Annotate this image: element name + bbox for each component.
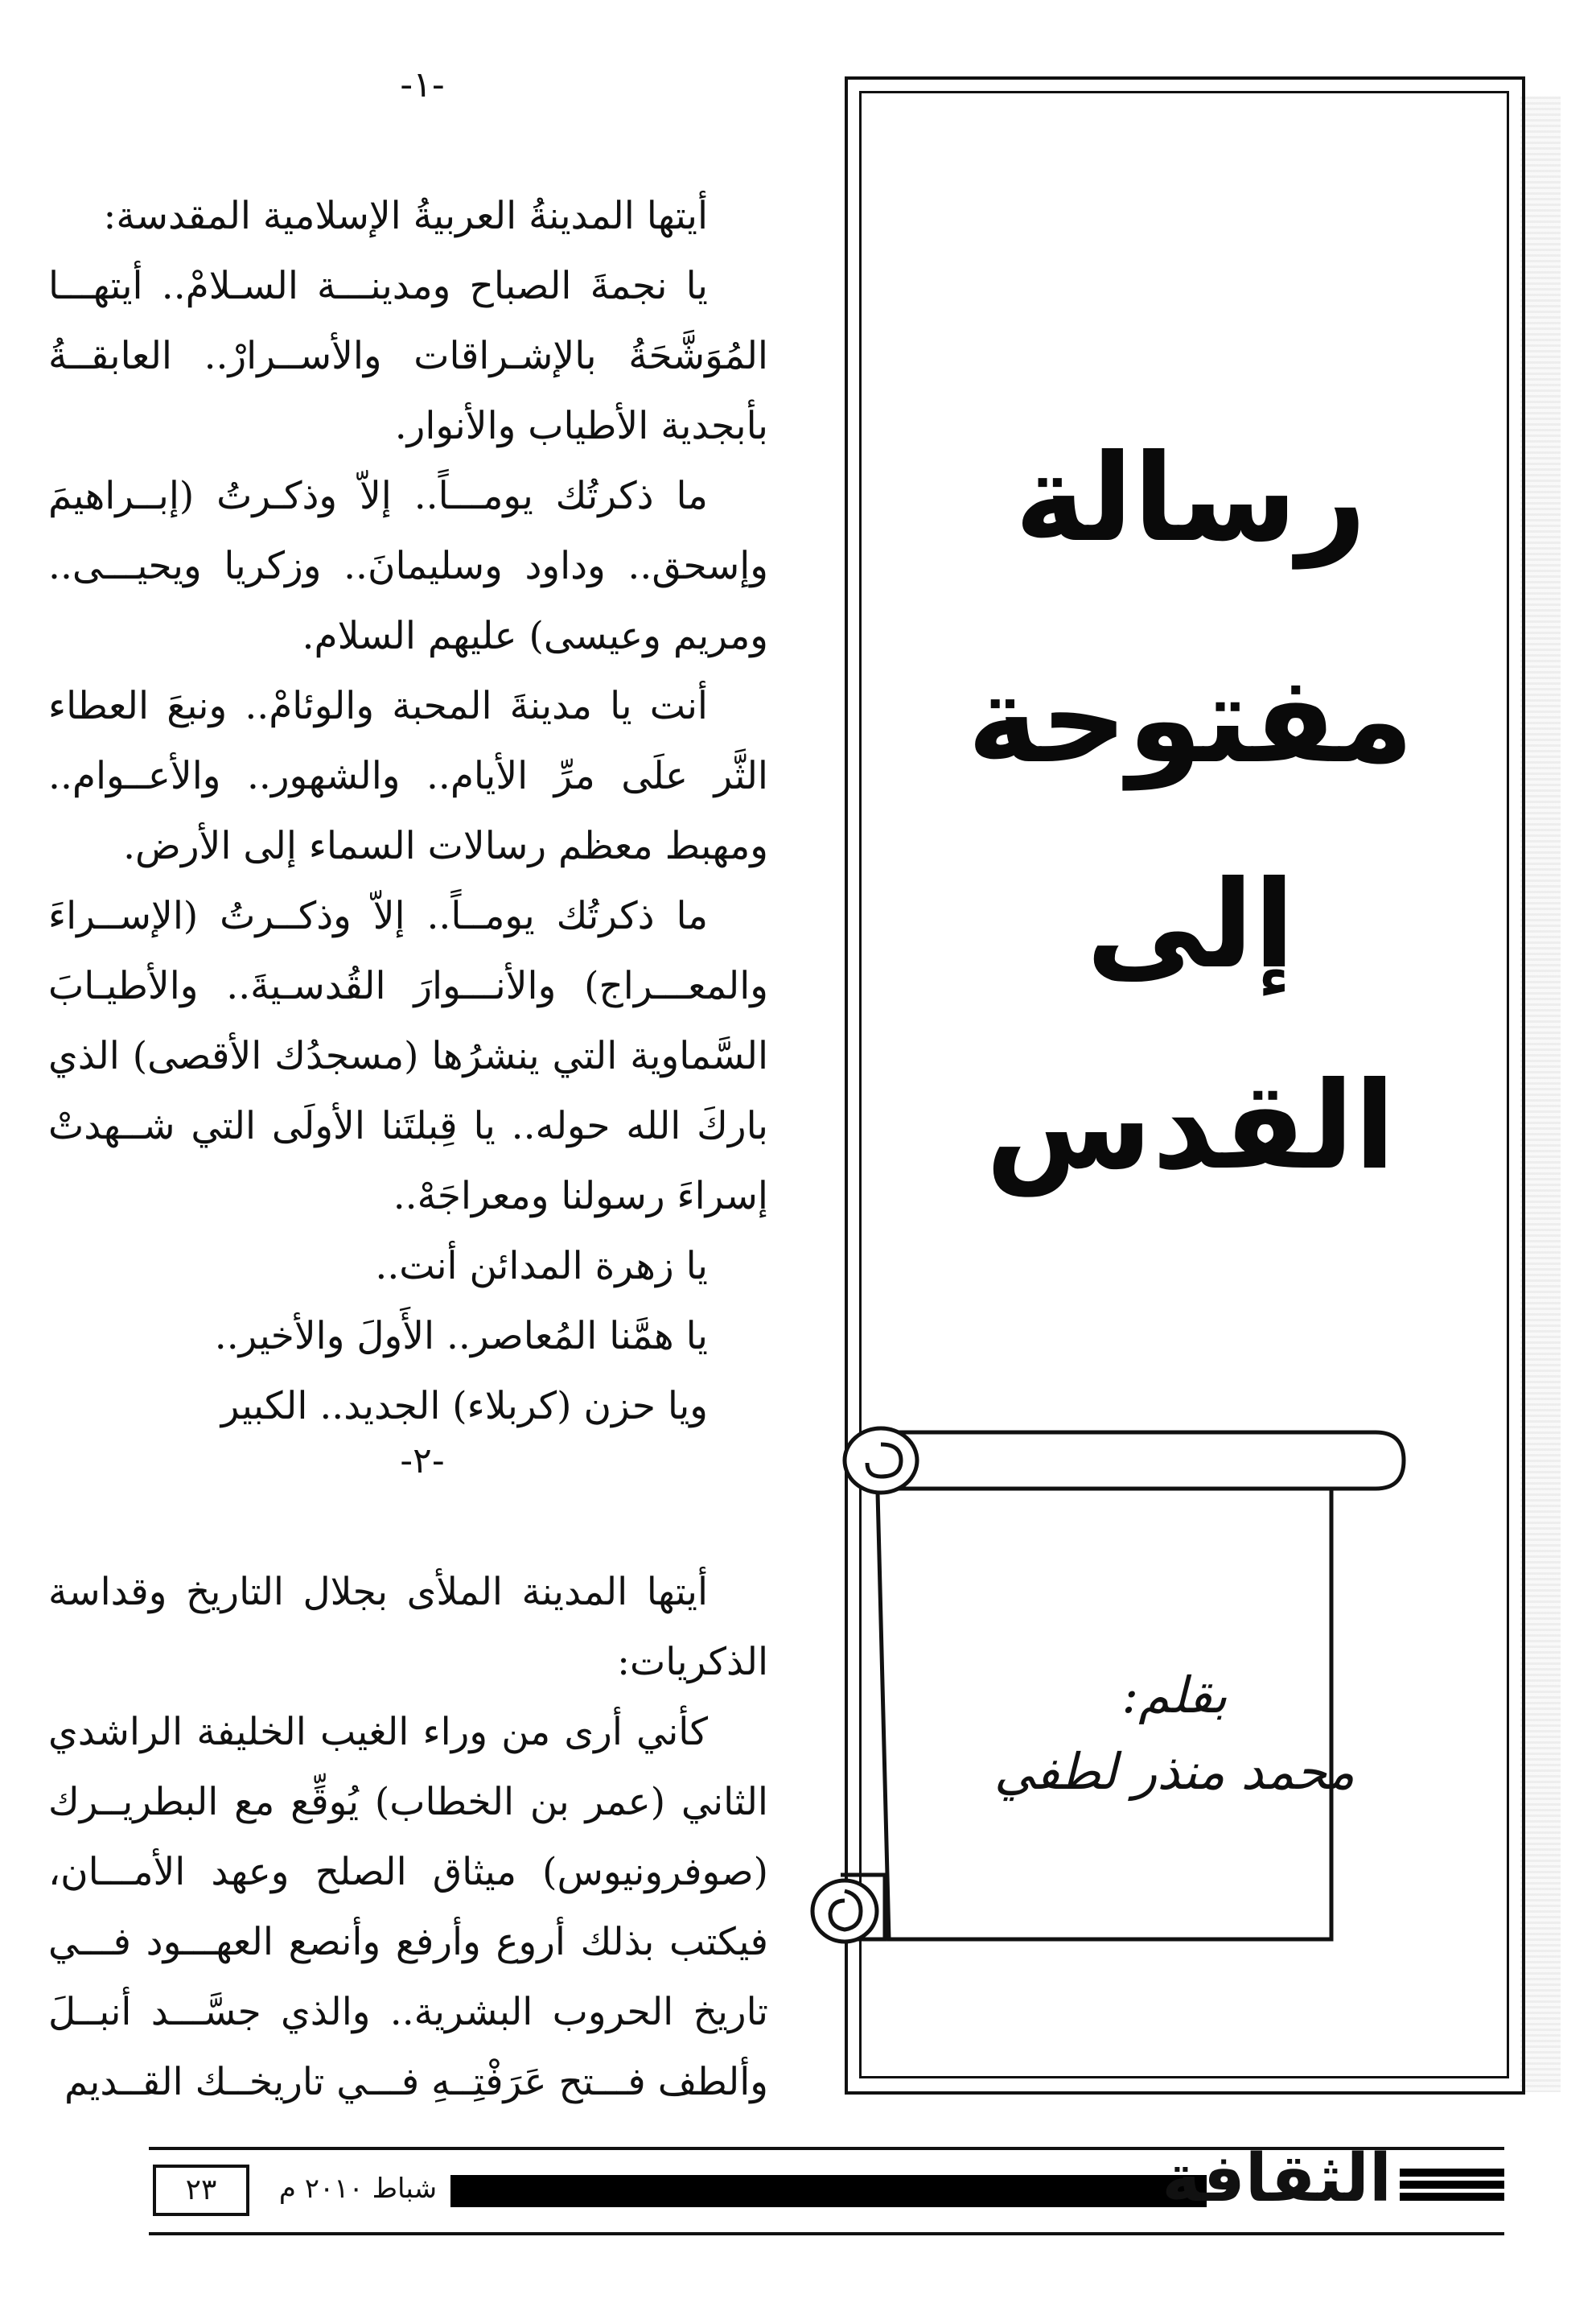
section-number-1: -١-	[400, 64, 445, 105]
paragraph: يا همَّنا المُعاصر.. الأَولَ والأخير..	[214, 1314, 708, 1358]
paragraph: يا زهرة المدائن أنت..	[375, 1244, 708, 1288]
paragraph: يا نجمةَ الصباح ومدينـــة السـلامْ.. أيتهـــا المُوَشَّحَةُ بالإشـراقات والأســرارْ.. العابقــةُ بأبجدية الأطياب والأنوار.	[48, 264, 768, 448]
title-line-4: القدس	[985, 1057, 1396, 1197]
title-line-3: إلى	[1086, 855, 1295, 995]
page-number: ٢٣	[153, 2165, 249, 2216]
section-2-text	[48, 1557, 768, 2117]
footer-bar	[450, 2175, 1207, 2207]
paragraph: ما ذكرتُك يومــاً.. إلاّ وذكــرتُ (الإســراءَ والمعـــراج) والأنـــوارَ القُدسـيةَ.. والأطيـابَ السَّماوية التي ينشرُها (مسجدُك الأقصى) الذي باركَ الله حوله.. يا قِبلتَنا الأولَى التي شــهدتْ إسراءَ رسولنا ومعراجَهْ..	[48, 894, 768, 1218]
byline-label: بقلم:	[1121, 1666, 1228, 1724]
frame-texture	[1520, 97, 1561, 2092]
paragraph: كأني أرى من وراء الغيب الخليفة الراشدي الثاني (عمر بن الخطاب) يُوقِّع مع البطريــرك (صوفرونيوس) ميثاق الصلح وعهد الأمـــان، فيكتب بذلك أروع وأرفع وأنصع العهـــود فـــي تاريخ الحروب البشرية.. والذي جسَّـــد أنبــلَ وألطف فـــتح عَرَفْتِــهِ فـــي تاريخــك القــديم	[48, 1710, 768, 2104]
section-number-2: -٢-	[400, 1440, 445, 1481]
paragraph: أيتها المدينة الملأى بجلال التاريخ وقداسة الذكريات:	[48, 1570, 768, 1684]
byline-author: محمد منذر لطفي	[993, 1742, 1355, 1801]
paragraph: أيتها المدينةُ العربيةُ الإسلامية المقدسة:	[103, 194, 708, 238]
title-line-2: مفتوحة	[967, 650, 1414, 790]
paragraph: ويا حزن (كربلاء) الجديد.. الكبير	[220, 1384, 708, 1428]
paragraph: أنت يا مدينةَ المحبة والوئامْ.. ونبعَ العطاء الثَّر علَى مرِّ الأيام.. والشهور.. والأعــوام.. ومهبط معظم رسالات السماء إلى الأرض.	[48, 684, 768, 868]
magazine-logo: الثقافة	[1162, 2140, 1392, 2217]
section-1-text	[48, 181, 768, 1441]
footer-bottom-rule	[149, 2232, 1504, 2235]
logo-stripes	[1400, 2169, 1504, 2214]
issue-date: شباط ٢٠١٠ م	[278, 2173, 438, 2205]
paragraph: ما ذكرتُك يومـــاً.. إلاّ وذكـرتُ (إبــراهيمَ وإسحق.. وداود وسليمانَ.. وزكريا ويحيـــى.. ومريم وعيسى) عليهم السلام.	[48, 474, 768, 658]
title-line-1: رسالة	[1014, 429, 1367, 569]
